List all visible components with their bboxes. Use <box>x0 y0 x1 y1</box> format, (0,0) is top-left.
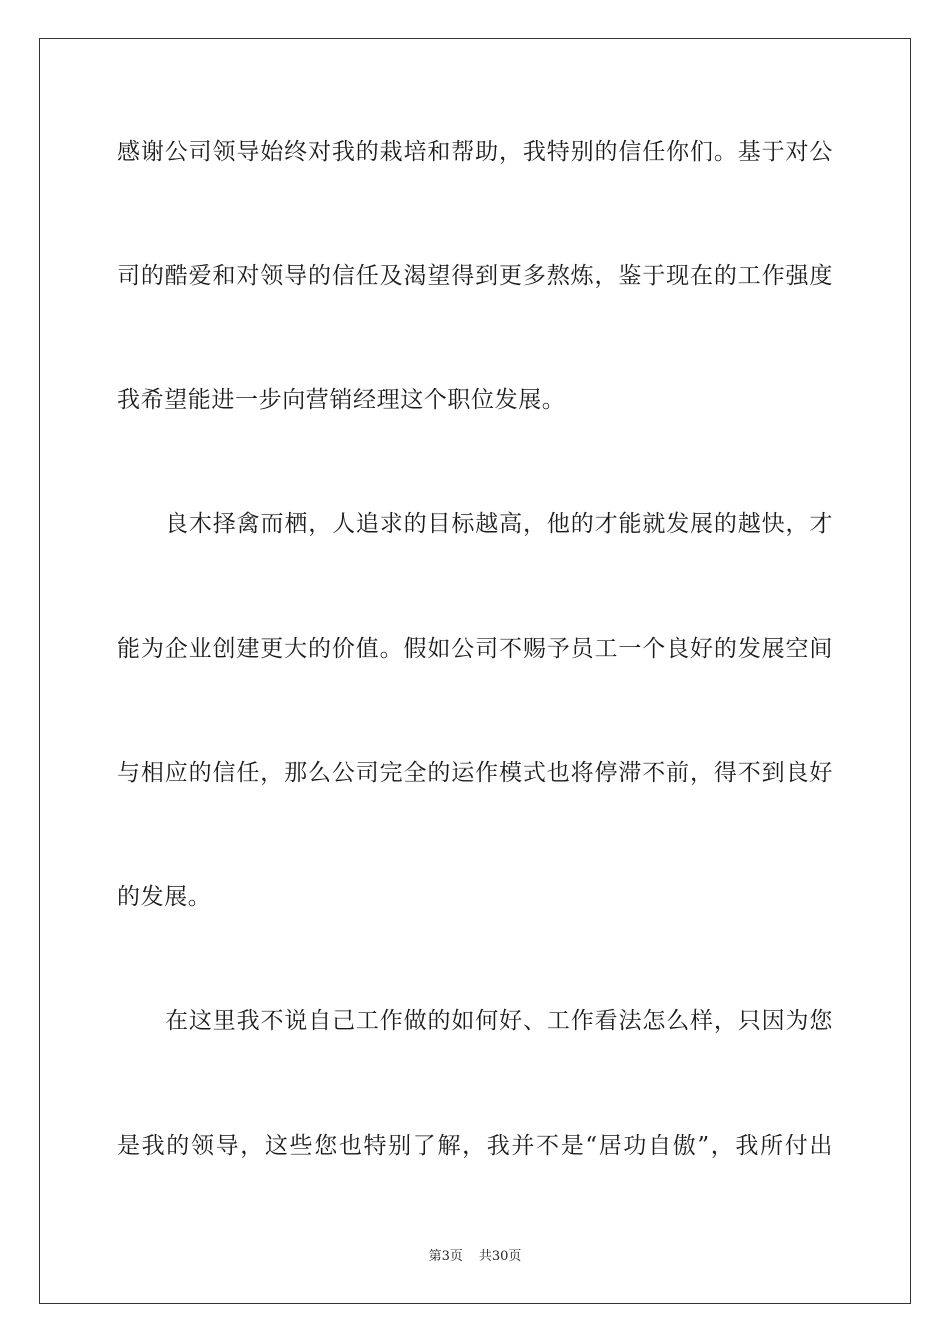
page-total: 共30页 <box>478 1249 522 1264</box>
paragraph-line: 感谢公司领导始终对我的栽培和帮助，我特别的信任你们。基于对公 <box>117 139 833 165</box>
paragraph-line: 的发展。 <box>117 884 212 910</box>
paragraph-line: 与相应的信任，那么公司完全的运作模式也将停滞不前，得不到良好 <box>117 760 833 786</box>
page-footer <box>0 1248 950 1266</box>
paragraph-line: 能为企业创建更大的价值。假如公司不赐予员工一个良好的发展空间 <box>117 636 833 662</box>
paragraph-line: 司的酷爱和对领导的信任及渴望得到更多熬炼，鉴于现在的工作强度 <box>117 263 833 289</box>
paragraph-line: 是我的领导，这些您也特别了解，我并不是“居功自傲”，我所付出 <box>117 1133 833 1159</box>
paragraph-line: 在这里我不说自己工作做的如何好、工作看法怎么样，只因为您 <box>165 1008 833 1034</box>
page-number: 第3页 <box>428 1249 463 1264</box>
paragraph-line: 我希望能进一步向营销经理这个职位发展。 <box>117 387 566 413</box>
paragraph-line: 良木择禽而栖，人追求的目标越高，他的才能就发展的越快，才 <box>165 511 833 537</box>
page-border <box>39 38 911 1304</box>
